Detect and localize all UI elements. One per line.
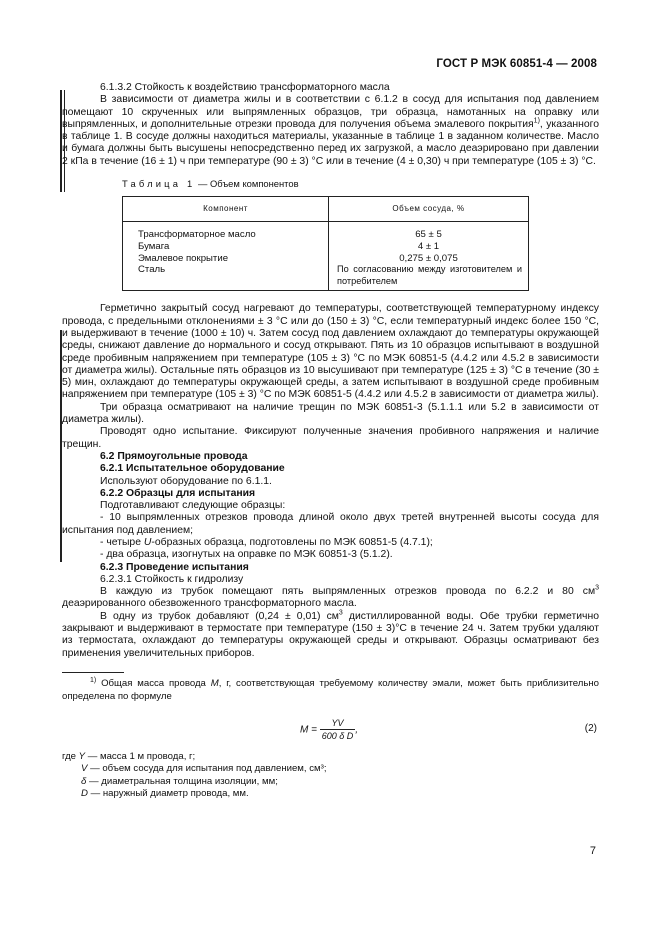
footnote-mark: 1)	[90, 676, 97, 684]
components-table	[122, 196, 529, 291]
paragraph-oil-resistance	[62, 94, 599, 168]
document-header: ГОСТ Р МЭК 60851-4 — 2008	[436, 58, 597, 70]
legend-item	[62, 763, 599, 776]
legend-symbol: V	[81, 763, 88, 775]
footnote-divider	[62, 672, 124, 673]
legend-item	[62, 751, 599, 764]
table-cell: По согласованию между изготовителем и потребителем	[337, 264, 522, 286]
table-caption-text: — Объем компонентов	[195, 178, 299, 190]
paragraph-text: В зависимости от диаметра жилы и в соответствии с 6.1.2 в сосуд для испытания под давлением помещают 10 скрученных или выпрямленных образцов, три образца, намотанных на оправку или выпрямленных, и дополнительные отрезки провода для получения объема эмалевого покрытия	[62, 94, 599, 130]
paragraph-equipment: Используют оборудование по 6.1.1.	[100, 475, 272, 487]
footnote-symbol: M	[210, 677, 219, 689]
paragraph-text: деаэрированного обезвоженного трансформаторного масла.	[62, 598, 357, 610]
formula-expression	[300, 717, 358, 743]
footnote	[62, 677, 599, 703]
list-item-text: -образных образца, подготовлены по МЭК 60851-5 (4.7.1);	[151, 536, 433, 548]
paragraph-tubes	[62, 586, 599, 611]
section-6-2-title: 6.2 Прямоугольные провода	[100, 450, 248, 462]
paragraph-text: В каждую из трубок помещают пять выпрямленных отрезков провода по 6.2.2 и 80 см	[100, 586, 596, 598]
table-cell: Сталь	[138, 264, 166, 276]
table-cell: 4 ± 1	[417, 240, 440, 252]
paragraph-water	[62, 611, 599, 660]
paragraph-samples-intro: Подготавливают следующие образцы:	[100, 500, 286, 512]
list-item-text: U	[143, 536, 152, 548]
paragraph-text: , указанного в таблице 1. В сосуде должны находиться материалы, указанные в таблице 1 в заданном количестве. Масло и бумага должны быть высушены непосредственно перед их загрузкой, а масло деаэрировано при давлении 2 кПа в течение (16 ± 1) ч при температуре (90 ± 3) °С или в течение (4 ± 0,30) ч при температуре (105 ± 3) °С.	[62, 118, 600, 167]
formula-fraction	[320, 717, 359, 743]
section-6-1-3-2-title: 6.1.3.2 Стойкость к воздействию трансформаторного масла	[100, 82, 390, 93]
paragraph-text: дистиллированной воды. Обе трубки герметично закрывают и выдерживают в термостате при температуре (150 ± 3)°С в течение 24 ч. Затем трубки удаляют из термостата, охлаждают до температуры окружающей среды и открывают. Образцы осматривают без применения увеличительных приборов.	[62, 610, 599, 659]
document-body	[62, 82, 599, 801]
table-cell: 65 ± 5	[415, 229, 442, 241]
legend-text: — диаметральная толщина изоляции, мм;	[86, 775, 278, 787]
footnote-text: Общая масса провода	[96, 677, 211, 689]
legend-text: — наружный диаметр провода, мм.	[87, 788, 249, 800]
paragraph-text: В одну из трубок добавляют (0,24 ± 0,01) см	[100, 610, 339, 622]
superscript: 3	[595, 584, 599, 592]
section-6-2-3-1-title: 6.2.3.1 Стойкость к гидролизу	[100, 573, 244, 585]
formula-tail: ,	[355, 724, 359, 736]
section-6-2-3-title: 6.2.3 Проведение испытания	[100, 561, 249, 573]
table-cell-volumes	[329, 222, 529, 291]
table-cell-components	[123, 222, 329, 291]
formula-denominator: 600 δ D	[321, 731, 354, 742]
page-number: 7	[589, 845, 596, 857]
formula	[62, 711, 599, 751]
legend-text: — объем сосуда для испытания под давлением, см³;	[87, 763, 327, 775]
table-header-volume: Объем сосуда, %	[329, 197, 529, 222]
table-caption-label: Таблица 1	[122, 178, 196, 190]
table-cell: Эмалевое покрытие	[138, 252, 229, 264]
table-cell: 0,275 ± 0,075	[399, 252, 458, 264]
legend-prefix: где	[62, 750, 79, 762]
formula-numerator: YV	[320, 717, 356, 730]
paragraph-inspection: Три образца осматривают на наличие трещин по МЭК 60851-3 (5.1.1.1 или 5.2 в зависимости от диаметра жилы).	[62, 401, 599, 426]
formula-number: (2)	[584, 722, 597, 734]
section-6-2-1-title: 6.2.1 Испытательное оборудование	[100, 463, 285, 475]
paragraph-single-test: Проводят одно испытание. Фиксируют полученные значения пробивного напряжения и наличие трещин.	[62, 426, 599, 450]
list-item-text: - четыре	[100, 536, 144, 548]
footnote-text: , г, соответствующая требуемому количеству эмали, может быть приблизительно определена по формуле	[62, 677, 599, 702]
section-6-2-2-title: 6.2.2 Образцы для испытания	[100, 487, 256, 499]
legend-symbol: D	[81, 788, 88, 800]
table-caption	[122, 178, 599, 190]
legend-item	[62, 776, 599, 789]
legend-symbol: Y	[78, 750, 86, 762]
formula-legend	[62, 751, 599, 801]
table-cell: Трансформаторное масло	[138, 229, 256, 241]
footnote-ref: 1)	[533, 117, 540, 125]
formula-lhs: M =	[300, 724, 317, 736]
legend-item	[62, 788, 599, 801]
table-cell: Бумага	[138, 240, 170, 252]
legend-symbol: δ	[81, 775, 87, 787]
table-header-component: Компонент	[123, 197, 329, 222]
paragraph-procedure: Герметично закрытый сосуд нагревают до температуры, соответствующей температурному индексу провода, с предельными отклонениями ± 3 °С или до (150 ± 3) °С, если температурный индекс более 150 °С, и выдерживают в течение (1000 ± 10) ч. Затем сосуд под давлением охлаждают до температуры окружающей среды, снижают давление до нормального и сосуд открывают. Пять из 10 образцов испытывают в воздушной среде пробивным напряжением при температуре (105 ± 3) °С по МЭК 60851-5 (4.4.2 или 4.5.2 в зависимости от диаметра жилы). Остальные пять образцов из 10 высушивают при температуре (125 ± 3) °С в течение (30 ± 5) мин, охлаждают до температуры окружающей среды, а затем испытывают в воздушной среде пробивным напряжением при температуре (105 ± 3) °С по МЭК 60851-5 (4.4.2 или 4.5.2 в зависимости от диаметра жилы).	[62, 303, 599, 401]
list-item: - два образца, изогнутых на оправке по МЭК 60851-3 (5.1.2).	[100, 549, 393, 561]
list-item: - 10 выпрямленных отрезков провода длиной около двух третей внутренней высоты сосуда для испытания под давлением;	[62, 512, 599, 536]
legend-text: — масса 1 м провода, г;	[85, 750, 196, 762]
list-item	[62, 537, 599, 549]
superscript: 3	[338, 609, 343, 617]
